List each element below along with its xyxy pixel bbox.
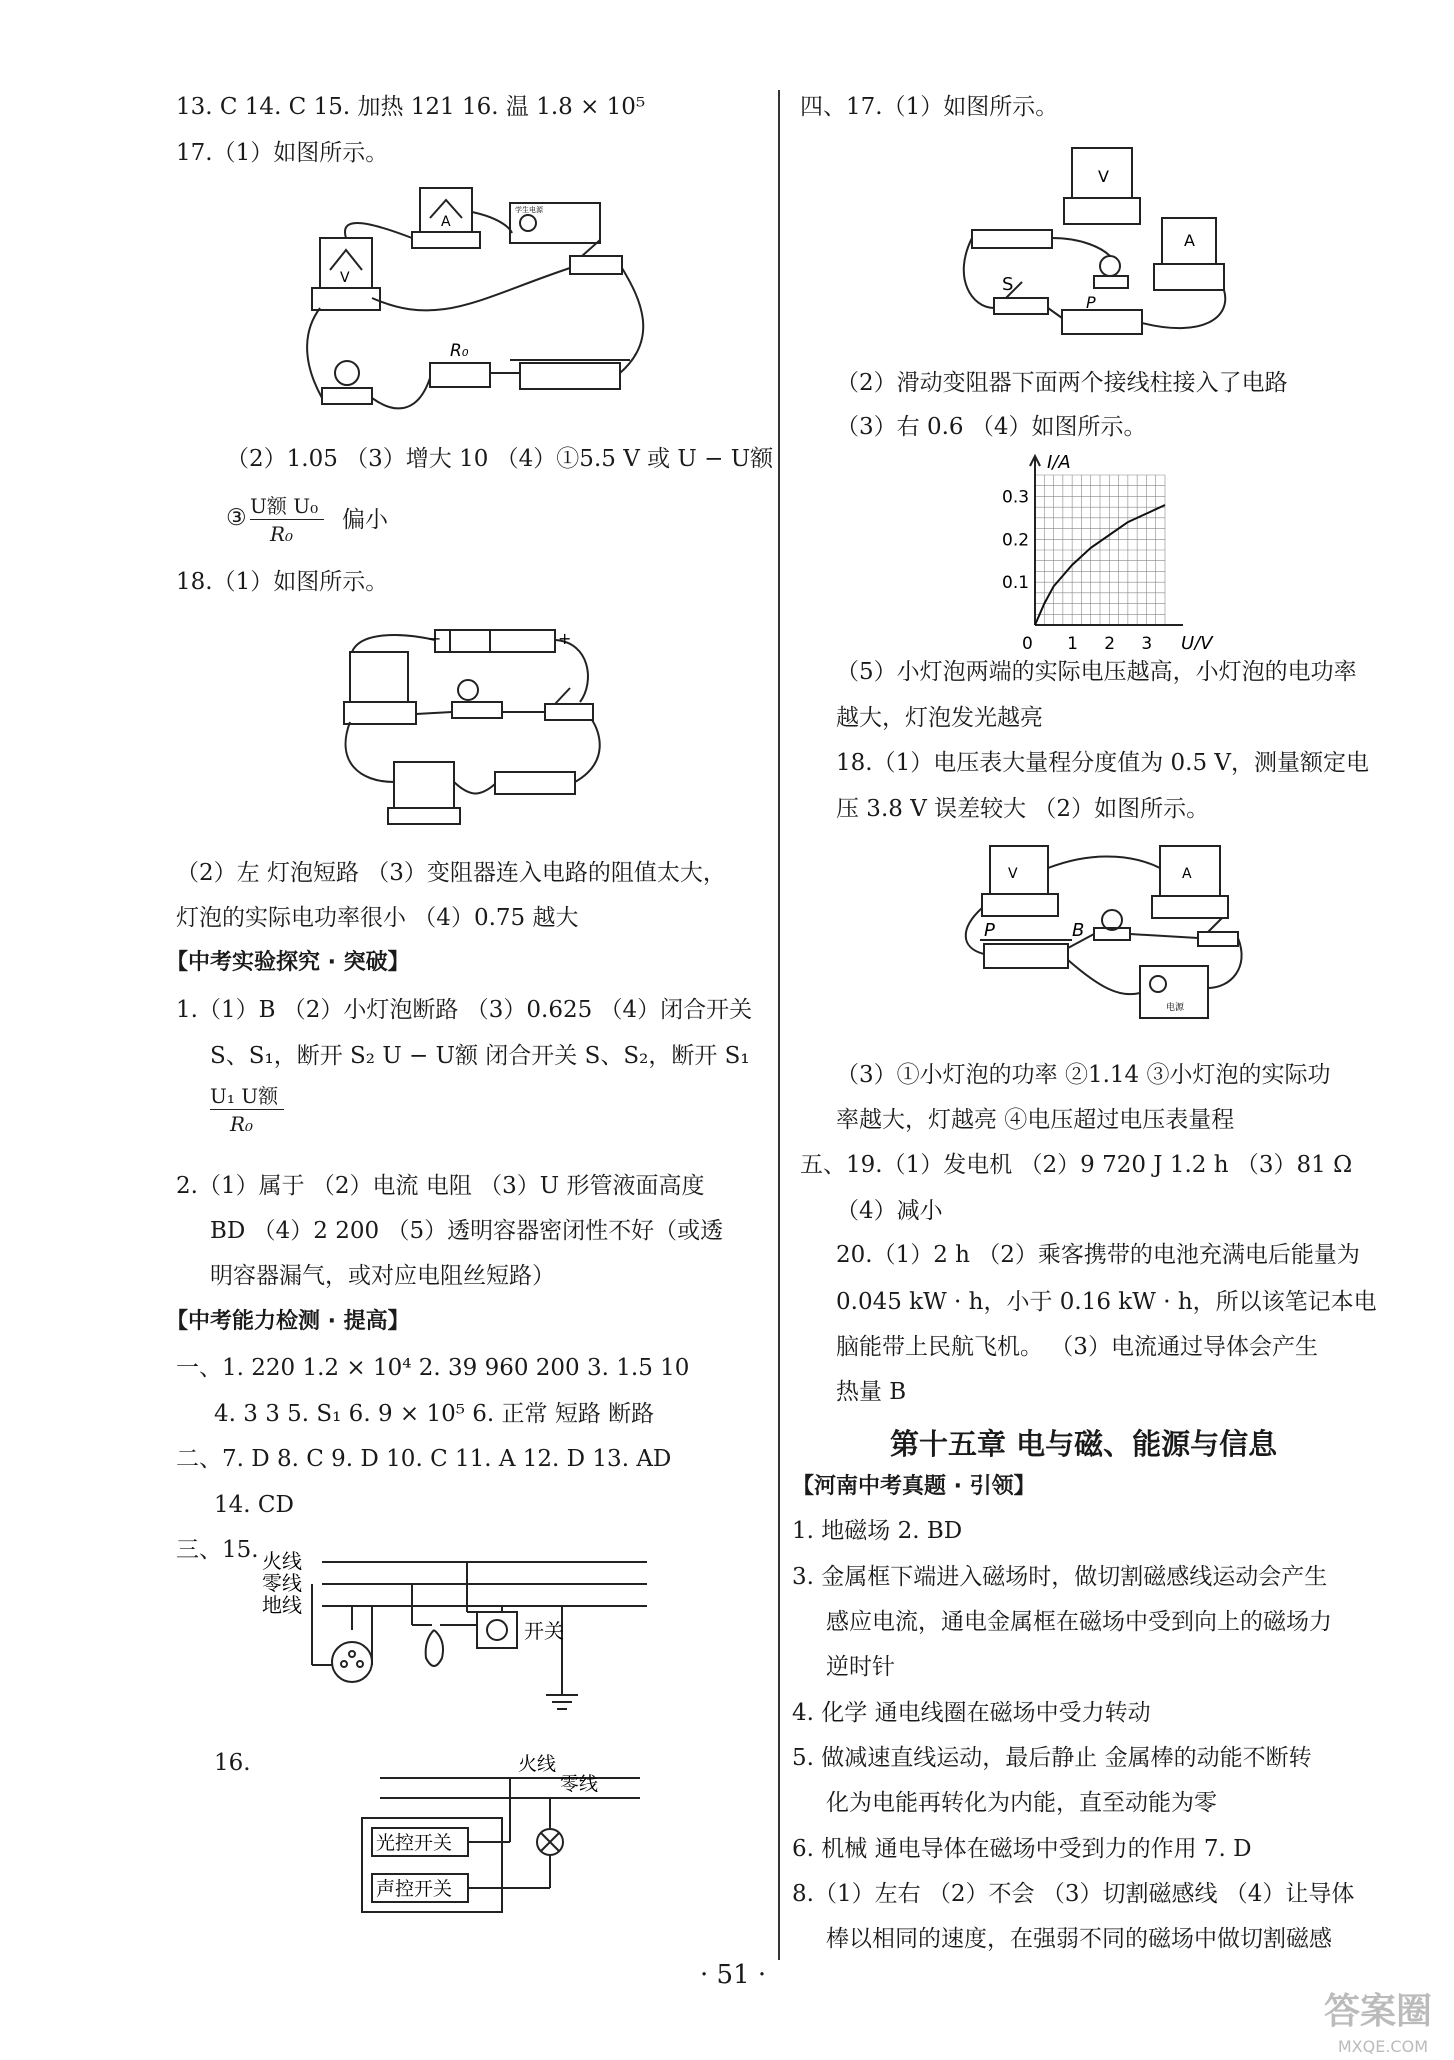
y-tick-label: 0.3	[1002, 487, 1030, 508]
x-tick-label: 3	[1141, 634, 1153, 650]
iu-chart	[1000, 450, 1260, 650]
svg-text:地线: 地线	[262, 1593, 302, 1617]
line: （3）右 0.6 （4）如图所示。	[836, 414, 1147, 440]
line: 化为电能再转化为内能，直至动能为零	[826, 1790, 1217, 1816]
line: 率越大，灯越亮 ④电压超过电压表量程	[836, 1107, 1235, 1133]
circuit-diagram-18	[340, 622, 620, 832]
line: 热量 B	[836, 1379, 907, 1405]
line: 四、17.（1）如图所示。	[800, 94, 1059, 120]
page-number: · 51 ·	[700, 1960, 767, 1990]
line: 越大，灯泡发光越亮	[836, 705, 1043, 731]
line: （2）左 灯泡短路 （3）变阻器连入电路的阻值太大，	[176, 860, 726, 886]
svg-text:火线: 火线	[518, 1753, 557, 1775]
household-wiring-diagram-15	[262, 1540, 662, 1720]
y-tick-label: 0.2	[1002, 530, 1030, 551]
line: 1. 地磁场 2. BD	[792, 1518, 963, 1544]
x-tick-label: 2	[1104, 634, 1116, 650]
fraction-denominator: R₀	[230, 1112, 254, 1136]
line: 4. 化学 通电线圈在磁场中受力转动	[792, 1700, 1151, 1726]
line: （2）1.05 （3）增大 10 （4）①5.5 V 或 U − U额	[226, 446, 774, 472]
line: BD （4）2 200 （5）透明容器密闭性不好（或透	[210, 1218, 724, 1244]
svg-text:P: P	[984, 920, 995, 941]
line: 逆时针	[826, 1654, 895, 1680]
x-tick-label: 0	[1022, 634, 1033, 650]
svg-text:P: P	[1086, 293, 1096, 312]
line: （5）小灯泡两端的实际电压越高，小灯泡的电功率	[836, 659, 1357, 685]
line: 6. 机械 通电导体在磁场中受到力的作用 7. D	[792, 1836, 1252, 1862]
x-tick-label: 1	[1067, 634, 1078, 650]
y-axis-label: I/A	[1047, 452, 1071, 473]
svg-text:A: A	[1184, 231, 1195, 250]
section-heading: 【河南中考真题 · 引领】	[792, 1474, 1036, 1499]
line: 三、15.	[176, 1537, 259, 1563]
line: 18.（1）电压表大量程分度值为 0.5 V，测量额定电	[836, 750, 1370, 776]
line: 棒以相同的速度，在强弱不同的磁场中做切割磁感	[826, 1926, 1332, 1952]
svg-text:R₀: R₀	[450, 341, 469, 361]
svg-text:开关: 开关	[524, 1619, 564, 1643]
line: 脑能带上民航飞机。 （3）电流通过导体会产生	[836, 1334, 1318, 1360]
section-heading: 【中考能力检测 · 提高】	[166, 1309, 410, 1334]
section-heading: 【中考实验探究 · 突破】	[166, 950, 410, 975]
line: 20.（1）2 h （2）乘客携带的电池充满电后能量为	[836, 1242, 1360, 1268]
line: 0.045 kW · h，小于 0.16 kW · h，所以该笔记本电	[836, 1289, 1377, 1315]
line: 灯泡的实际电功率很小 （4）0.75 越大	[176, 905, 579, 931]
y-tick-label: 0.1	[1002, 573, 1030, 594]
svg-text:火线: 火线	[262, 1549, 302, 1573]
svg-text:零线: 零线	[560, 1773, 599, 1795]
svg-text:V: V	[1008, 866, 1018, 882]
line: 偏小	[342, 507, 388, 533]
fraction-numerator: U₁ U额	[210, 1084, 279, 1108]
svg-text:S: S	[1002, 274, 1014, 295]
fraction-bar	[250, 519, 324, 520]
line: 18.（1）如图所示。	[176, 569, 389, 595]
svg-text:V: V	[1098, 167, 1109, 186]
line: 14. CD	[214, 1492, 294, 1518]
line: 五、19.（1）发电机 （2）9 720 J 1.2 h （3）81 Ω	[800, 1152, 1353, 1178]
line: 17.（1）如图所示。	[176, 140, 389, 166]
line: 明容器漏气，或对应电阻丝短路）	[210, 1263, 555, 1289]
x-axis-label: U/V	[1181, 633, 1213, 650]
svg-text:声控开关: 声控开关	[376, 1878, 453, 1900]
column-divider	[778, 90, 780, 1960]
line: （2）滑动变阻器下面两个接线柱接入了电路	[836, 370, 1288, 396]
chapter-title: 第十五章 电与磁、能源与信息	[890, 1427, 1278, 1461]
svg-text:零线: 零线	[262, 1571, 302, 1595]
circuit-diagram-r18	[960, 838, 1250, 1028]
line: 16.	[214, 1750, 251, 1776]
watermark-url: MXQE.COM	[1337, 2037, 1428, 2056]
fraction-denominator: R₀	[270, 522, 294, 546]
fraction-numerator: U额 U₀	[250, 494, 319, 518]
watermark: 答案圈	[1323, 1991, 1432, 2032]
svg-text:A: A	[1182, 866, 1192, 882]
line: 3. 金属框下端进入磁场时，做切割磁感线运动会产生	[792, 1564, 1328, 1590]
line: 感应电流，通电金属框在磁场中受到向上的磁场力	[826, 1609, 1332, 1635]
line: （4）减小	[836, 1198, 943, 1224]
light-control-diagram-16	[360, 1750, 650, 1920]
line: 5. 做减速直线运动，最后静止 金属棒的动能不断转	[792, 1745, 1312, 1771]
line: 压 3.8 V 误差较大 （2）如图所示。	[836, 796, 1210, 822]
svg-text:V: V	[340, 270, 350, 286]
svg-text:B: B	[1072, 920, 1085, 941]
svg-text:光控开关: 光控开关	[376, 1832, 453, 1854]
line: 1.（1）B （2）小灯泡断路 （3）0.625 （4）闭合开关	[176, 997, 753, 1023]
circuit-diagram-r17	[962, 138, 1262, 348]
line: （3）①小灯泡的功率 ②1.14 ③小灯泡的实际功	[836, 1062, 1331, 1088]
line: 4. 3 3 5. S₁ 6. 9 × 10⁵ 6. 正常 短路 断路	[214, 1401, 655, 1427]
line: 13. C 14. C 15. 加热 121 16. 温 1.8 × 10⁵	[176, 94, 646, 120]
line: 2.（1）属于 （2）电流 电阻 （3）U 形管液面高度	[176, 1173, 705, 1199]
svg-text:+: +	[558, 629, 572, 648]
line: 一、1. 220 1.2 × 10⁴ 2. 39 960 200 3. 1.5 10	[176, 1355, 690, 1381]
svg-text:电源: 电源	[1166, 1003, 1185, 1013]
fraction-bar	[210, 1109, 284, 1110]
fraction-prefix: ③	[226, 505, 247, 531]
line: 二、7. D 8. C 9. D 10. C 11. A 12. D 13. AD	[176, 1446, 672, 1472]
line: S、S₁，断开 S₂ U − U额 闭合开关 S、S₂，断开 S₁	[210, 1043, 750, 1069]
line: 8.（1）左右 （2）不会 （3）切割磁感线 （4）让导体	[792, 1881, 1355, 1907]
svg-text:学生电源: 学生电源	[515, 206, 543, 214]
svg-text:A: A	[441, 214, 451, 230]
svg-text:−: −	[428, 629, 442, 648]
circuit-diagram-17	[300, 178, 700, 418]
